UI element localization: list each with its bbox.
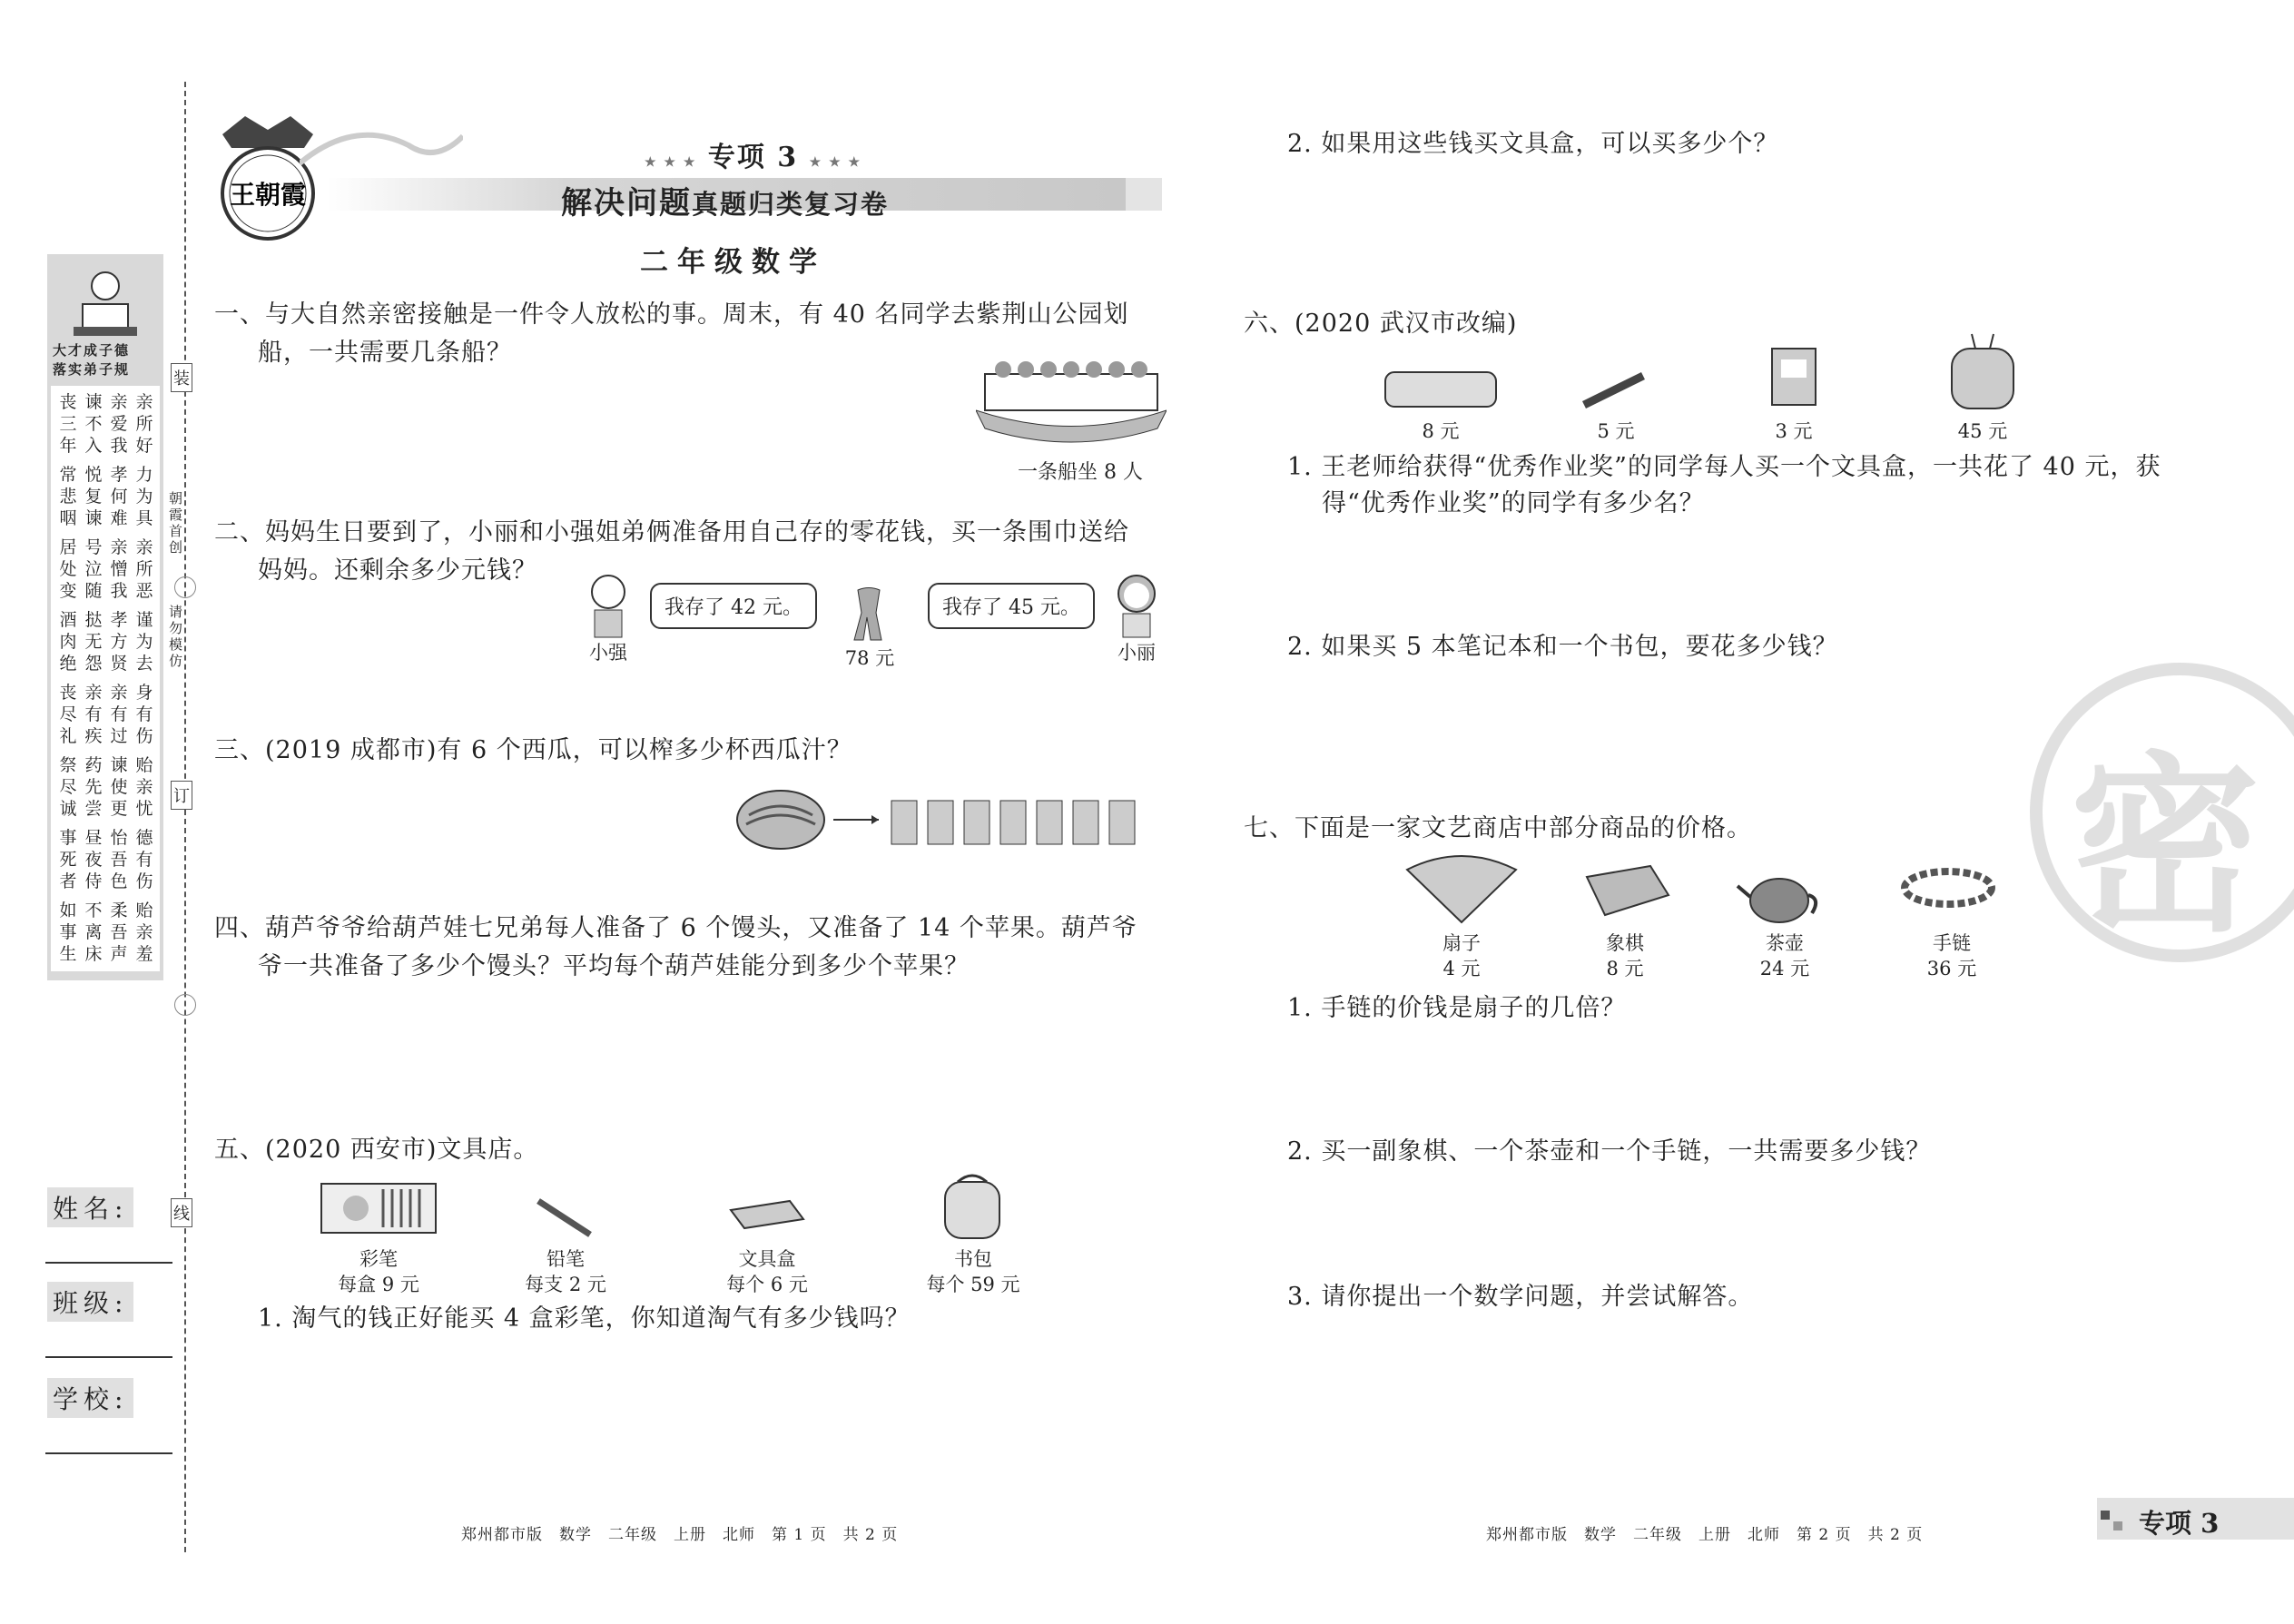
brand-logo-text: 王朝霞 <box>229 180 307 210</box>
binding-line <box>184 82 186 1552</box>
motto-col: 事死者 <box>59 828 77 891</box>
class-label: 班级: <box>47 1282 133 1322</box>
grade-subject: 二年级数学 <box>640 246 826 279</box>
motto-col: 不离床 <box>84 901 103 964</box>
q1-line2: 船，一共需要几条船？ <box>258 339 512 367</box>
motto-col: 丧三年 <box>59 392 77 456</box>
motto-col: 力为具 <box>135 465 153 528</box>
series-tag-label: 专项 3 <box>2139 1508 2220 1539</box>
binding-note: 请勿模仿 <box>169 604 183 669</box>
item-price: 每个 6 元 <box>726 1274 808 1295</box>
item-price: 8 元 <box>1606 958 1644 979</box>
page-footer: 郑州都市版 数学 二年级 上册 北师 第 2 页 共 2 页 <box>1486 1526 1924 1544</box>
q5-sub2: 2. 如果用这些钱买文具盒，可以买多少个？ <box>1287 130 1779 158</box>
series-label: ★ ★ ★ 专项 3 ★ ★ ★ <box>645 142 862 173</box>
motto-col: 谨为去 <box>135 610 153 674</box>
item-price: 每盒 9 元 <box>338 1274 419 1295</box>
school-field[interactable] <box>45 1452 172 1454</box>
boat-illustration <box>976 356 1167 454</box>
slogan: 落实弟子规 <box>53 361 131 378</box>
notebook-icon <box>1768 345 1819 408</box>
scarf-illustration <box>849 586 889 645</box>
motto-col: 常悲咽 <box>59 465 77 528</box>
item-price: 24 元 <box>1759 958 1810 979</box>
q6-sub1-line2: 得“优秀作业奖”的同学有多少名？ <box>1322 489 1705 517</box>
q7-sub3: 3. 请你提出一个数学问题，并尝试解答。 <box>1287 1283 1754 1311</box>
page-footer: 郑州都市版 数学 二年级 上册 北师 第 1 页 共 2 页 <box>461 1526 899 1544</box>
confidential-seal <box>2030 663 2294 962</box>
item-name: 手链 <box>1933 932 1971 954</box>
motto-col: 酒肉绝 <box>59 610 77 674</box>
q7-line1: 七、下面是一家文艺商店中部分商品的价格。 <box>1244 814 1752 842</box>
motto-col: 亲所恶 <box>135 537 153 601</box>
binding-mark: 装 <box>171 363 192 392</box>
motto-col: 亲有过 <box>110 683 128 746</box>
item-price: 45 元 <box>1957 420 2008 442</box>
q4-line2: 爷一共准备了多少个馒头？平均每个葫芦娃能分到多少个苹果？ <box>258 952 970 980</box>
motto-col: 祭尽诚 <box>59 755 77 819</box>
seal-dot-icon <box>174 576 196 598</box>
motto-col: 柔吾声 <box>110 901 128 964</box>
q1-line1: 一、与大自然亲密接触是一件令人放松的事。周末，有 40 名同学去紫荆山公园划 <box>214 300 1129 329</box>
motto-col: 如事生 <box>59 901 77 964</box>
motto-col: 谏不入 <box>84 392 103 456</box>
motto-col: 亲有疾 <box>84 683 103 746</box>
girl-illustration <box>1109 572 1164 640</box>
motto-col: 亲憎我 <box>110 537 128 601</box>
item-price: 3 元 <box>1775 420 1813 442</box>
school-label: 学校: <box>47 1378 133 1418</box>
schoolbag-icon <box>940 1169 1005 1242</box>
motto-col: 丧尽礼 <box>59 683 77 746</box>
q5-line1: 五、(2020 西安市)文具店。 <box>214 1136 539 1164</box>
motto-col: 号泣随 <box>84 537 103 601</box>
motto-col: 谏使更 <box>110 755 128 819</box>
item-price: 8 元 <box>1422 420 1460 442</box>
page-title: 解决问题真题归类复习卷 <box>561 185 890 221</box>
q2-line1: 二、妈妈生日要到了，小丽和小强姐弟俩准备用自己存的零花钱，买一条围巾送给 <box>214 518 1129 546</box>
motto-sidebar <box>47 254 163 980</box>
scholar-illustration <box>69 263 142 340</box>
class-field[interactable] <box>45 1356 172 1358</box>
speech-bubble: 我存了 42 元。 <box>650 583 817 629</box>
color-pens-icon <box>320 1182 438 1235</box>
pencil-case-icon <box>726 1196 808 1233</box>
boy-label: 小强 <box>589 642 627 664</box>
motto-col: 昼夜侍 <box>84 828 103 891</box>
watermelon-juice-illustration <box>735 788 1153 851</box>
motto-col: 贻亲忧 <box>135 755 153 819</box>
slogan: 大才成子德 <box>53 342 131 359</box>
speech-bubble: 我存了 45 元。 <box>928 583 1095 629</box>
item-name: 茶壶 <box>1766 932 1804 954</box>
item-name: 彩笔 <box>359 1248 398 1270</box>
motto-col: 悦复谏 <box>84 465 103 528</box>
item-name: 铅笔 <box>546 1248 585 1270</box>
binding-mark: 线 <box>171 1198 192 1227</box>
item-name: 书包 <box>954 1248 992 1270</box>
q6-sub2: 2. 如果买 5 本笔记本和一个书包，要花多少钱？ <box>1287 633 1838 661</box>
item-price: 5 元 <box>1597 420 1635 442</box>
motto-panel <box>51 386 160 971</box>
item-name: 扇子 <box>1442 932 1481 954</box>
girl-label: 小丽 <box>1117 642 1156 664</box>
item-name: 文具盒 <box>738 1248 796 1270</box>
name-field[interactable] <box>45 1262 172 1264</box>
motto-col: 怡吾色 <box>110 828 128 891</box>
scarf-price: 78 元 <box>844 647 895 669</box>
q2-line2: 妈妈。还剩余多少元钱？ <box>258 556 537 585</box>
motto-col: 药先尝 <box>84 755 103 819</box>
item-price: 每个 59 元 <box>926 1274 1020 1295</box>
q5-sub1: 1. 淘气的钱正好能买 4 盒彩笔，你知道淘气有多少钱吗？ <box>258 1304 911 1333</box>
fan-icon <box>1403 851 1521 926</box>
binding-note: 朝霞首创 <box>169 490 183 556</box>
item-name: 象棋 <box>1606 932 1644 954</box>
motto-col: 孝何难 <box>110 465 128 528</box>
motto-col: 孝方贤 <box>110 610 128 674</box>
schoolbag-icon <box>1944 330 2021 412</box>
motto-col: 亲所好 <box>135 392 153 456</box>
pencil-case-icon <box>1382 367 1500 412</box>
chess-set-icon <box>1578 859 1672 924</box>
boat-caption: 一条船坐 8 人 <box>1018 461 1143 484</box>
q3-line1: 三、(2019 成都市)有 6 个西瓜，可以榨多少杯西瓜汁？ <box>214 736 852 764</box>
motto-col: 贻亲羞 <box>135 901 153 964</box>
bracelet-icon <box>1899 864 1997 919</box>
seal-dot-icon <box>174 994 196 1016</box>
pen-icon <box>1580 367 1652 412</box>
teapot-icon <box>1734 862 1825 926</box>
boy-illustration <box>581 572 635 640</box>
q6-sub1-line1: 1. 王老师给获得“优秀作业奖”的同学每人买一个文具盒，一共花了 40 元，获 <box>1287 453 2161 481</box>
motto-col: 身有伤 <box>135 683 153 746</box>
item-price: 36 元 <box>1926 958 1977 979</box>
motto-col: 亲爱我 <box>110 392 128 456</box>
q7-sub2: 2. 买一副象棋、一个茶壶和一个手链，一共需要多少钱？ <box>1287 1137 1932 1166</box>
motto-col: 德有伤 <box>135 828 153 891</box>
motto-col: 居处变 <box>59 537 77 601</box>
series-tag <box>2097 1498 2294 1540</box>
motto-col: 挞无怨 <box>84 610 103 674</box>
q7-sub1: 1. 手链的价钱是扇子的几倍？ <box>1287 994 1627 1022</box>
q6-line1: 六、(2020 武汉市改编) <box>1244 310 1518 338</box>
item-price: 每支 2 元 <box>525 1274 606 1295</box>
q4-line1: 四、葫芦爷爷给葫芦娃七兄弟每人准备了 6 个馒头，又准备了 14 个苹果。葫芦爷 <box>214 914 1137 942</box>
binding-mark: 订 <box>171 781 192 810</box>
item-price: 4 元 <box>1442 958 1481 979</box>
seal-char: 密 <box>2070 733 2261 958</box>
name-label: 姓名: <box>47 1187 133 1227</box>
pencil-icon <box>534 1196 597 1240</box>
